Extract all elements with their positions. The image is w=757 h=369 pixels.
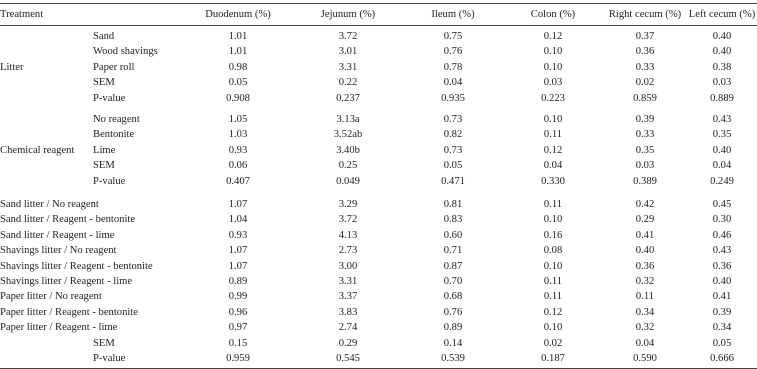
row-sublabel: SEM bbox=[93, 160, 115, 172]
table-cell: 0.40 bbox=[635, 245, 655, 257]
row-label: Paper litter / Reagent - lime bbox=[0, 322, 118, 334]
table-cell: 0.75 bbox=[443, 31, 463, 42]
table-cell: 0.11 bbox=[635, 291, 655, 303]
table-cell: 0.93 bbox=[228, 144, 248, 156]
row-sublabel: SEM bbox=[93, 77, 115, 89]
table-cell: 3.01 bbox=[338, 46, 358, 58]
table-cell: 1.03 bbox=[228, 129, 248, 141]
header-rule bbox=[0, 25, 757, 26]
table-cell: 0.73 bbox=[443, 114, 463, 125]
row-sublabel: P-value bbox=[93, 92, 126, 104]
table-cell: 0.46 bbox=[712, 229, 732, 241]
table-row bbox=[0, 259, 757, 274]
table-cell: 0.05 bbox=[443, 160, 463, 172]
table-row bbox=[0, 60, 757, 75]
table-cell: 0.04 bbox=[543, 160, 563, 172]
row-label: Shavings litter / Reagent - bentonite bbox=[0, 260, 153, 272]
table-cell: 0.10 bbox=[543, 322, 563, 334]
table-cell: 0.35 bbox=[712, 129, 732, 141]
table-cell: 0.407 bbox=[226, 175, 250, 187]
table-cell: 3.13a bbox=[336, 114, 360, 125]
table-cell: 0.43 bbox=[712, 245, 732, 257]
table-row bbox=[0, 351, 757, 366]
table-cell: 0.11 bbox=[543, 291, 563, 303]
table-cell: 0.35 bbox=[635, 144, 655, 156]
table-cell: 0.859 bbox=[633, 92, 657, 104]
table-cell: 0.03 bbox=[712, 77, 732, 89]
table-row bbox=[0, 91, 757, 106]
table-cell: 0.03 bbox=[543, 77, 563, 89]
row-sublabel: Sand bbox=[93, 31, 115, 42]
table-cell: 0.06 bbox=[228, 160, 248, 172]
table-cell: 0.40 bbox=[712, 46, 732, 58]
table-cell: 3.72 bbox=[338, 31, 358, 42]
table-cell: 3.83 bbox=[338, 306, 358, 318]
table-cell: 0.12 bbox=[543, 306, 563, 318]
table-cell: 0.04 bbox=[712, 160, 732, 172]
table-cell: 0.97 bbox=[228, 322, 248, 334]
table-row bbox=[0, 29, 757, 44]
table-row bbox=[0, 197, 757, 212]
table-row bbox=[0, 158, 757, 173]
row-label: Shavings litter / No reagent bbox=[0, 245, 117, 257]
table-cell: 1.07 bbox=[228, 260, 248, 272]
table-cell: 3.31 bbox=[338, 276, 358, 287]
table-cell: 0.11 bbox=[543, 199, 563, 210]
table-row bbox=[0, 243, 757, 258]
table-cell: 0.935 bbox=[441, 92, 465, 104]
table-cell: 0.93 bbox=[228, 229, 248, 241]
table-cell: 0.45 bbox=[712, 199, 732, 210]
row-label: Sand litter / No reagent bbox=[0, 199, 99, 210]
row-sublabel: SEM bbox=[93, 337, 115, 349]
table-cell: 0.10 bbox=[543, 46, 563, 58]
table-cell: 0.04 bbox=[635, 337, 655, 349]
table-cell: 0.40 bbox=[712, 276, 732, 287]
table-cell: 0.33 bbox=[635, 129, 655, 141]
table-cell: 0.539 bbox=[441, 353, 465, 364]
table-row bbox=[0, 44, 757, 59]
table-cell: 3.31 bbox=[338, 61, 358, 73]
table-cell: 2.74 bbox=[338, 322, 358, 334]
table-cell: 3.72 bbox=[338, 214, 358, 226]
table-cell: 0.10 bbox=[543, 114, 563, 125]
table-cell: 0.16 bbox=[543, 229, 563, 241]
table-row bbox=[0, 127, 757, 142]
table-cell: 0.78 bbox=[443, 61, 463, 73]
table-row bbox=[0, 143, 757, 158]
table-cell: 0.14 bbox=[443, 337, 463, 349]
table-cell: 0.38 bbox=[712, 61, 732, 73]
table-row bbox=[0, 289, 757, 304]
table-cell: 0.36 bbox=[712, 260, 732, 272]
table-cell: 0.89 bbox=[228, 276, 248, 287]
table-cell: 0.223 bbox=[541, 92, 565, 104]
table-row bbox=[0, 212, 757, 227]
table-cell: 0.81 bbox=[443, 199, 463, 210]
table-cell: 0.05 bbox=[712, 337, 732, 349]
table-cell: 0.187 bbox=[541, 353, 565, 364]
table-cell: 0.11 bbox=[543, 276, 563, 287]
table-cell: 0.32 bbox=[635, 322, 655, 334]
row-sublabel: Lime bbox=[93, 144, 116, 156]
table-cell: 4.13 bbox=[338, 229, 358, 241]
table-cell: 3.37 bbox=[338, 291, 358, 303]
table-cell: 0.33 bbox=[635, 61, 655, 73]
table-cell: 0.43 bbox=[712, 114, 732, 125]
row-label: Sand litter / Reagent - lime bbox=[0, 229, 115, 241]
group-label: Litter bbox=[0, 61, 24, 73]
row-sublabel: Wood shavings bbox=[93, 46, 158, 58]
row-sublabel: Bentonite bbox=[93, 129, 135, 141]
table-cell: 0.60 bbox=[443, 229, 463, 241]
table-cell: 0.41 bbox=[635, 229, 655, 241]
table-cell: 0.08 bbox=[543, 245, 563, 257]
table-cell: 3.52ab bbox=[333, 129, 363, 141]
table-cell: 0.99 bbox=[228, 291, 248, 303]
row-label: Paper litter / Reagent - bentonite bbox=[0, 306, 138, 318]
table-cell: 1.01 bbox=[228, 46, 248, 58]
header-col: Colon (%) bbox=[530, 9, 576, 20]
table-cell: 0.87 bbox=[443, 260, 463, 272]
table-cell: 0.37 bbox=[635, 31, 655, 42]
table-cell: 0.82 bbox=[443, 129, 463, 141]
table-cell: 3.40b bbox=[336, 144, 360, 156]
table-row bbox=[0, 320, 757, 335]
header-col: Duodenum (%) bbox=[205, 9, 271, 20]
header-col: Jejunum (%) bbox=[320, 9, 376, 20]
table-cell: 0.36 bbox=[635, 46, 655, 58]
table-cell: 0.10 bbox=[543, 61, 563, 73]
row-sublabel: No reagent bbox=[93, 114, 140, 125]
row-label: Sand litter / Reagent - bentonite bbox=[0, 214, 136, 226]
table-cell: 0.42 bbox=[635, 199, 655, 210]
top-rule bbox=[0, 3, 757, 4]
header-treatment: Treatment bbox=[0, 9, 44, 20]
table-cell: 0.40 bbox=[712, 144, 732, 156]
table-cell: 0.68 bbox=[443, 291, 463, 303]
table-cell: 0.03 bbox=[635, 160, 655, 172]
table-cell: 0.389 bbox=[633, 175, 657, 187]
table-cell: 0.32 bbox=[635, 276, 655, 287]
row-label: Shavings litter / Reagent - lime bbox=[0, 276, 133, 287]
table-cell: 0.34 bbox=[635, 306, 655, 318]
header-col: Left cecum (%) bbox=[688, 9, 756, 20]
table-cell: 0.590 bbox=[633, 353, 657, 364]
table-cell: 0.908 bbox=[226, 92, 250, 104]
header-col: Ileum (%) bbox=[431, 9, 475, 20]
table-cell: 0.330 bbox=[541, 175, 565, 187]
table-cell: 0.41 bbox=[712, 291, 732, 303]
table-cell: 0.40 bbox=[712, 31, 732, 42]
table-cell: 0.237 bbox=[336, 92, 360, 104]
row-sublabel: P-value bbox=[93, 175, 126, 187]
row-label: Paper litter / No reagent bbox=[0, 291, 102, 303]
table-cell: 0.12 bbox=[543, 144, 563, 156]
table-cell: 0.249 bbox=[710, 175, 734, 187]
table-cell: 0.36 bbox=[635, 260, 655, 272]
table-cell: 0.83 bbox=[443, 214, 463, 226]
table-cell: 0.71 bbox=[443, 245, 463, 257]
table-cell: 0.049 bbox=[336, 175, 360, 187]
table-cell: 0.30 bbox=[712, 214, 732, 226]
table-cell: 1.07 bbox=[228, 199, 248, 210]
table-cell: 0.02 bbox=[543, 337, 563, 349]
table-cell: 0.666 bbox=[710, 353, 734, 364]
table-cell: 0.02 bbox=[635, 77, 655, 89]
table-cell: 0.25 bbox=[338, 160, 358, 172]
table-row bbox=[0, 174, 757, 189]
table-cell: 0.959 bbox=[226, 353, 250, 364]
table-cell: 0.76 bbox=[443, 306, 463, 318]
table-row bbox=[0, 112, 757, 127]
table-cell: 0.73 bbox=[443, 144, 463, 156]
row-sublabel: P-value bbox=[93, 353, 126, 364]
table-cell: 0.10 bbox=[543, 260, 563, 272]
table-cell: 0.39 bbox=[712, 306, 732, 318]
table-cell: 0.15 bbox=[228, 337, 248, 349]
row-sublabel: Paper roll bbox=[93, 61, 135, 73]
table-row bbox=[0, 228, 757, 243]
table-cell: 0.98 bbox=[228, 61, 248, 73]
table-cell: 0.11 bbox=[543, 129, 563, 141]
table-cell: 0.889 bbox=[710, 92, 734, 104]
table-cell: 0.70 bbox=[443, 276, 463, 287]
table-cell: 3.29 bbox=[338, 199, 358, 210]
table-cell: 0.05 bbox=[228, 77, 248, 89]
table-cell: 0.12 bbox=[543, 31, 563, 42]
table-cell: 0.89 bbox=[443, 322, 463, 334]
header-row bbox=[0, 7, 757, 22]
table-cell: 0.545 bbox=[336, 353, 360, 364]
table-cell: 0.39 bbox=[635, 114, 655, 125]
table-cell: 0.22 bbox=[338, 77, 358, 89]
table-row bbox=[0, 274, 757, 289]
table-cell: 0.04 bbox=[443, 77, 463, 89]
table-row bbox=[0, 305, 757, 320]
table-cell: 0.76 bbox=[443, 46, 463, 58]
table-cell: 0.471 bbox=[441, 175, 465, 187]
table-cell: 0.34 bbox=[712, 322, 732, 334]
table-cell: 0.29 bbox=[635, 214, 655, 226]
table-cell: 0.29 bbox=[338, 337, 358, 349]
table-cell: 0.10 bbox=[543, 214, 563, 226]
table-cell: 0.96 bbox=[228, 306, 248, 318]
table-cell: 1.07 bbox=[228, 245, 248, 257]
table-cell: 1.01 bbox=[228, 31, 248, 42]
table-row bbox=[0, 336, 757, 351]
table-cell: 1.04 bbox=[228, 214, 248, 226]
table-row bbox=[0, 75, 757, 90]
table-cell: 2.73 bbox=[338, 245, 358, 257]
table-cell: 1.05 bbox=[228, 114, 248, 125]
table-cell: 3.00 bbox=[338, 260, 358, 272]
group-label: Chemical reagent bbox=[0, 144, 75, 156]
header-col: Right cecum (%) bbox=[608, 9, 682, 20]
